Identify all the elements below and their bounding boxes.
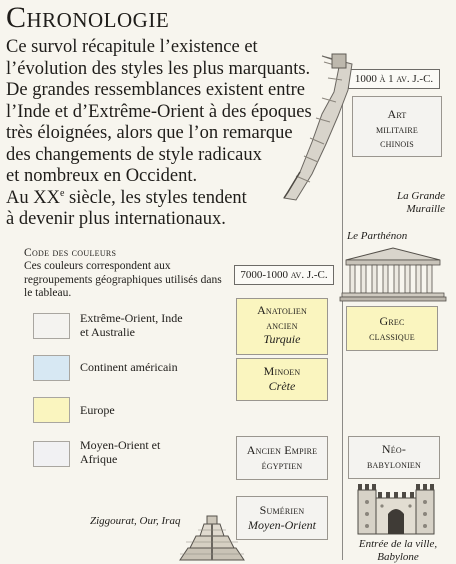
caption-line: La Grande <box>397 190 445 202</box>
legend-label-middle-east: Moyen-Orient et Afrique <box>80 438 161 466</box>
intro-fragment: Au XX <box>6 187 60 208</box>
swatch-middle-east <box>33 441 70 467</box>
intro-line: et nombreux en Occident. <box>6 166 198 186</box>
intro-line: à devenir plus internationaux. <box>6 209 226 229</box>
caption-babylone <box>350 538 446 564</box>
date-range-right: 1000 à 1 av. J.-C. <box>348 69 440 89</box>
great-wall-illustration <box>282 52 354 202</box>
intro-line: des changements de style radicaux <box>6 144 262 165</box>
intro-line: l’évolution des styles les plus marquants. <box>6 58 311 79</box>
ishtar-gate-illustration <box>356 480 436 536</box>
ziggurat-illustration <box>180 512 244 562</box>
legend-label-far-east: Extrême-Orient, Inde et Australie <box>80 311 183 339</box>
style-place: Turquie <box>263 332 301 346</box>
style-name: Art <box>387 107 407 121</box>
style-name: militaire <box>375 121 419 136</box>
intro-line: très éloignées, alors que l’on remarque <box>6 123 293 143</box>
parthenon-illustration <box>340 246 446 306</box>
intro-line: De grandes ressemblances existent entre <box>6 80 305 100</box>
intro-superscript: e <box>59 187 65 199</box>
style-ancien-empire-egyptien <box>236 436 328 480</box>
legend-label-europe: Europe <box>80 403 115 417</box>
style-name: égyptien <box>261 457 303 472</box>
page-title: Chronologie <box>6 1 170 34</box>
style-name: classique <box>369 328 415 343</box>
style-name: babylonien <box>367 456 421 471</box>
date-range-left: 7000-1000 av. J.-C. <box>234 265 334 285</box>
style-place: Crète <box>268 378 296 393</box>
style-name: Grec <box>379 314 405 328</box>
style-anatolien-ancien <box>236 298 328 355</box>
caption-parthenon: Le Parthénon <box>347 230 408 242</box>
caption-grande-muraille <box>395 190 445 216</box>
style-minoen <box>236 358 328 401</box>
caption-line: Babylone <box>377 551 419 563</box>
style-name: Ancien Empire <box>246 443 318 457</box>
legend-description: Ces couleurs correspondent aux regroupements géographiques utilisés dans le tableau. <box>24 260 222 299</box>
style-name: Anatolien <box>257 303 307 317</box>
style-art-militaire-chinois <box>352 96 442 157</box>
caption-ziggourat: Ziggourat, Our, Iraq <box>90 515 181 527</box>
style-grec-classique <box>346 306 438 351</box>
swatch-europe <box>33 397 70 423</box>
swatch-americas <box>33 355 70 381</box>
style-name: chinois <box>380 136 414 150</box>
swatch-far-east <box>33 313 70 339</box>
caption-line: Muraille <box>406 203 445 215</box>
intro-line: l’Inde et d’Extrême-Orient à des époques <box>6 101 312 122</box>
style-name: Sumérien <box>259 503 305 517</box>
legend-heading: Code des couleurs <box>24 247 117 259</box>
caption-line: Entrée de la ville, <box>358 538 438 550</box>
intro-line: Ce survol récapitule l’existence et <box>6 37 258 57</box>
style-sumerien <box>236 496 328 540</box>
style-name: Minoen <box>263 364 301 378</box>
style-name: Néo- <box>381 442 407 456</box>
style-name: ancien <box>266 317 298 332</box>
intro-fragment: siècle, les styles tendent <box>64 187 247 208</box>
legend-label-americas: Continent américain <box>80 360 178 374</box>
style-neo-babylonien <box>348 436 440 479</box>
style-place: Moyen-Orient <box>248 517 316 532</box>
